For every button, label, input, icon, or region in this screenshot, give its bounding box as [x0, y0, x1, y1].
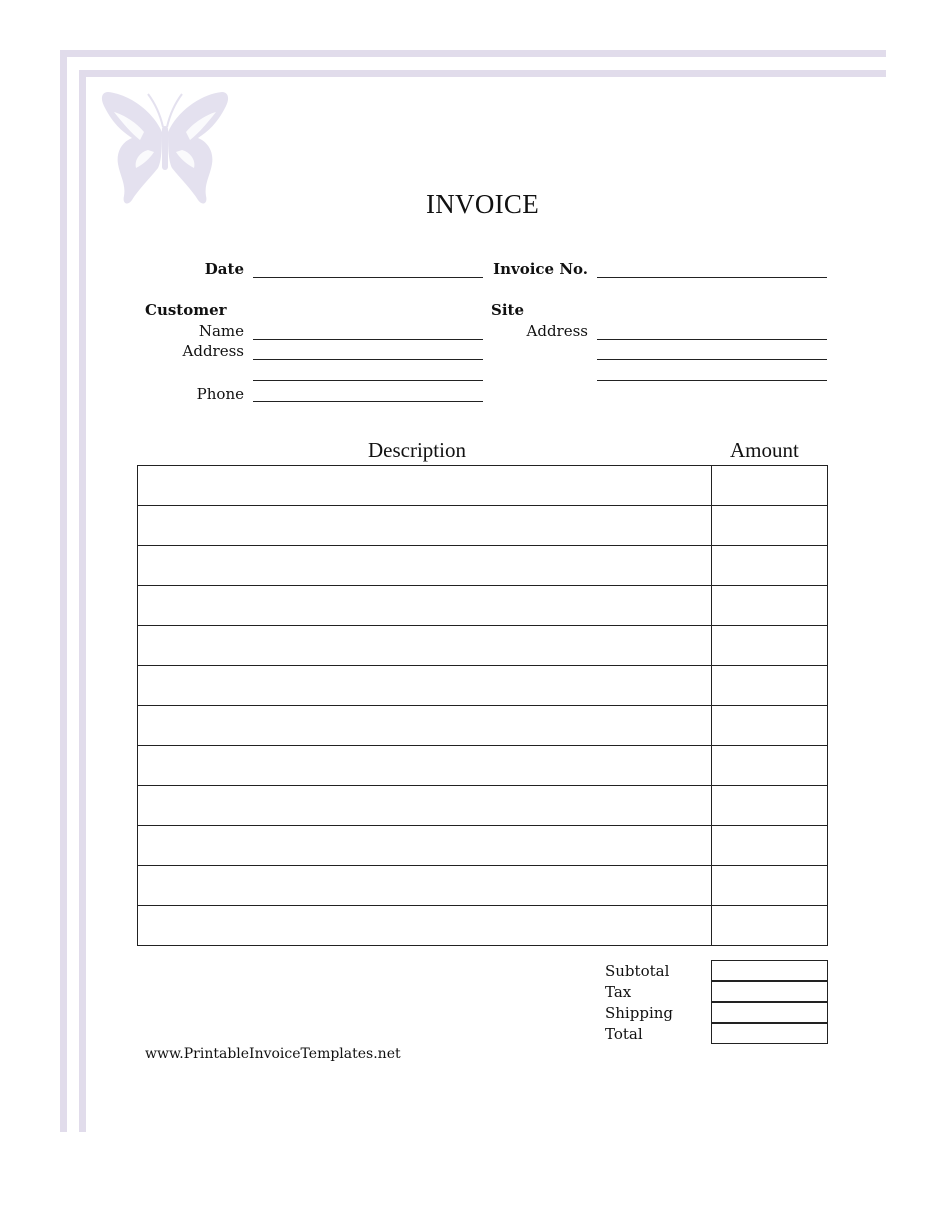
date-field[interactable]	[253, 277, 483, 278]
line-items-table	[137, 465, 828, 946]
amount-cell[interactable]	[712, 746, 828, 786]
customer-address-field-2[interactable]	[253, 380, 483, 381]
footer-url: www.PrintableInvoiceTemplates.net	[145, 1046, 401, 1062]
total-label: Total	[605, 1025, 643, 1043]
customer-phone-field[interactable]	[253, 401, 483, 402]
amount-cell[interactable]	[712, 466, 828, 506]
site-heading: Site	[491, 301, 525, 319]
site-address-field-3[interactable]	[597, 380, 827, 381]
table-row	[138, 746, 828, 786]
table-row	[138, 706, 828, 746]
description-cell[interactable]	[138, 746, 712, 786]
description-cell[interactable]	[138, 786, 712, 826]
table-row	[138, 626, 828, 666]
invoice-no-field[interactable]	[597, 277, 827, 278]
customer-phone-label: Phone	[196, 385, 244, 403]
shipping-label: Shipping	[605, 1004, 673, 1022]
total-field[interactable]	[711, 1023, 828, 1044]
amount-cell[interactable]	[712, 506, 828, 546]
amount-cell[interactable]	[712, 786, 828, 826]
description-column-header: Description	[368, 438, 466, 462]
amount-cell[interactable]	[712, 546, 828, 586]
description-cell[interactable]	[138, 546, 712, 586]
description-cell[interactable]	[138, 866, 712, 906]
description-cell[interactable]	[138, 586, 712, 626]
customer-address-label: Address	[182, 342, 244, 360]
amount-cell[interactable]	[712, 906, 828, 946]
date-label: Date	[204, 260, 244, 278]
amount-column-header: Amount	[730, 438, 799, 462]
customer-heading: Customer	[145, 301, 227, 319]
invoice-no-label: Invoice No.	[493, 260, 588, 278]
frame-bar-top-outer	[60, 50, 886, 57]
tax-field[interactable]	[711, 981, 828, 1002]
page-title: INVOICE	[425, 189, 540, 219]
site-address-label: Address	[526, 322, 588, 340]
description-cell[interactable]	[138, 706, 712, 746]
customer-name-label: Name	[198, 322, 244, 340]
amount-cell[interactable]	[712, 826, 828, 866]
site-address-field-1[interactable]	[597, 339, 827, 340]
amount-cell[interactable]	[712, 666, 828, 706]
description-cell[interactable]	[138, 826, 712, 866]
table-row	[138, 666, 828, 706]
table-row	[138, 546, 828, 586]
table-row	[138, 906, 828, 946]
table-row	[138, 466, 828, 506]
shipping-field[interactable]	[711, 1002, 828, 1023]
description-cell[interactable]	[138, 506, 712, 546]
site-address-field-2[interactable]	[597, 359, 827, 360]
table-row	[138, 826, 828, 866]
subtotal-label: Subtotal	[605, 962, 670, 980]
customer-address-field-1[interactable]	[253, 359, 483, 360]
tax-label: Tax	[605, 983, 632, 1001]
amount-cell[interactable]	[712, 626, 828, 666]
frame-bar-left-inner	[79, 70, 86, 1132]
subtotal-field[interactable]	[711, 960, 828, 981]
description-cell[interactable]	[138, 666, 712, 706]
table-row	[138, 586, 828, 626]
frame-bar-top-inner	[79, 70, 886, 77]
amount-cell[interactable]	[712, 706, 828, 746]
description-cell[interactable]	[138, 466, 712, 506]
description-cell[interactable]	[138, 906, 712, 946]
amount-cell[interactable]	[712, 866, 828, 906]
customer-name-field[interactable]	[253, 339, 483, 340]
table-row	[138, 786, 828, 826]
amount-cell[interactable]	[712, 586, 828, 626]
table-row	[138, 866, 828, 906]
table-row	[138, 506, 828, 546]
description-cell[interactable]	[138, 626, 712, 666]
